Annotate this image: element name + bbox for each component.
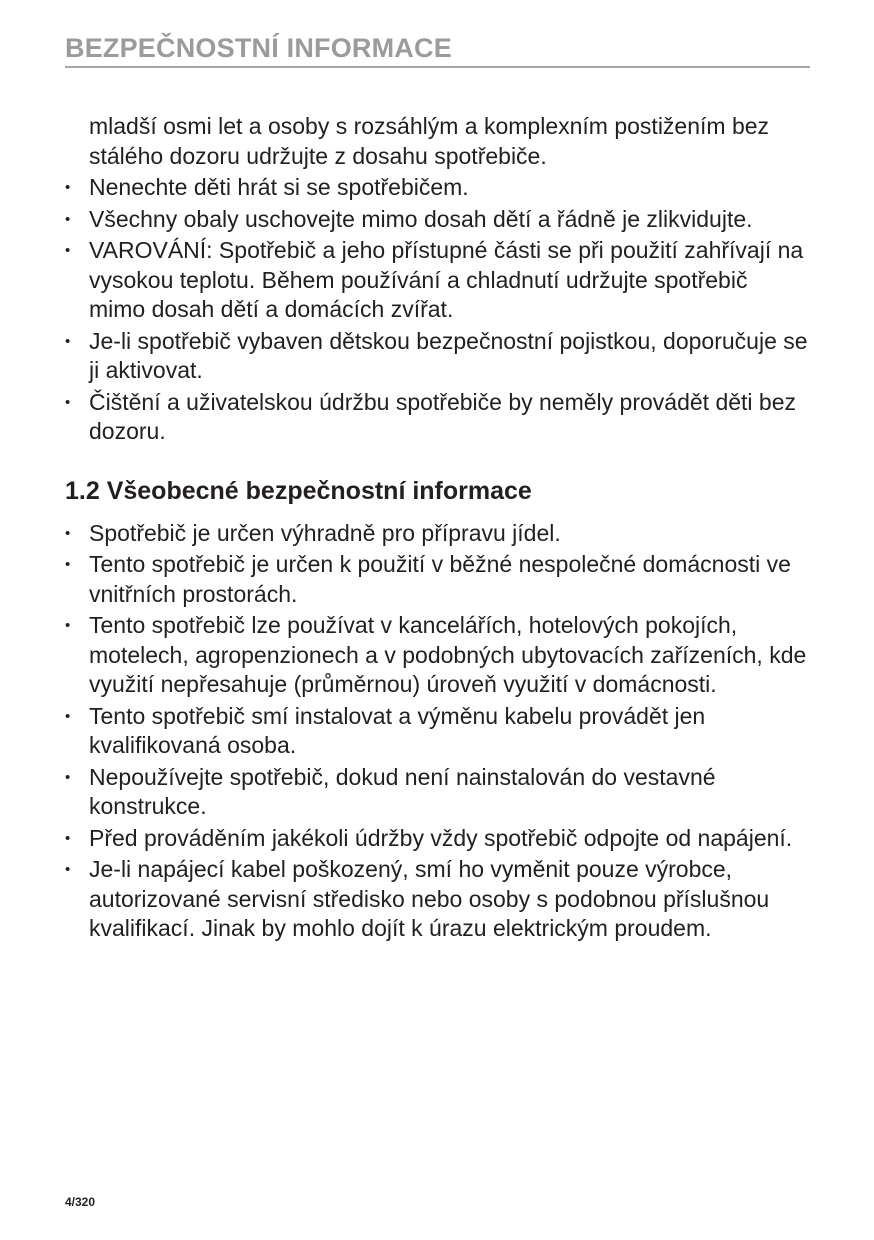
list-item: • Nepoužívejte spotřebič, dokud není nainstalován do vestavné konstrukce. — [65, 763, 810, 822]
list-item: • Tento spotřebič je určen k použití v běžné nespolečné domácnosti ve vnitřních prostorách. — [65, 550, 810, 609]
list-item: • Je-li napájecí kabel poškozený, smí ho vyměnit pouze výrobce, autorizované servisní středisko nebo osoby s podobnou příslušnou kvalifikací. Jinak by mohlo dojít k úrazu elektrickým proudem. — [65, 855, 810, 944]
list-item: • Tento spotřebič smí instalovat a výměnu kabelu provádět jen kvalifikovaná osoba. — [65, 702, 810, 761]
page-number: 4/320 — [65, 1195, 96, 1209]
header-divider — [65, 66, 810, 68]
list-item: • Tento spotřebič lze používat v kancelářích, hotelových pokojích, motelech, agropenzionech a v podobných ubytovacích zařízeních, kde využití nepřesahuje (průměrnou) úroveň využití v domácnosti. — [65, 611, 810, 700]
list-item: • Spotřebič je určen výhradně pro přípravu jídel. — [65, 519, 810, 549]
page-header-title: BEZPEČNOSTNÍ INFORMACE — [65, 33, 452, 63]
general-safety-list — [65, 519, 810, 944]
list-item: • Čištění a uživatelskou údržbu spotřebiče by neměly provádět děti bez dozoru. — [65, 388, 810, 447]
list-item: • Před prováděním jakékoli údržby vždy spotřebič odpojte od napájení. — [65, 824, 810, 854]
continuation-paragraph: mladší osmi let a osoby s rozsáhlým a komplexním postižením bez stálého dozoru udržujte z dosahu spotřebiče. — [89, 113, 770, 169]
list-item: • VAROVÁNÍ: Spotřebič a jeho přístupné části se při použití zahřívají na vysokou teplotu. Během používání a chladnutí udržujte spotřebič mimo dosah dětí a domácích zvířat. — [65, 236, 810, 325]
list-item: • Nenechte děti hrát si se spotřebičem. — [65, 173, 810, 203]
list-item: • Všechny obaly uschovejte mimo dosah dětí a řádně je zlikvidujte. — [65, 205, 810, 235]
section-heading: 1.2 Všeobecné bezpečnostní informace — [65, 476, 532, 505]
children-safety-list — [65, 173, 810, 447]
list-item: • Je-li spotřebič vybaven dětskou bezpečnostní pojistkou, doporučuje se ji aktivovat. — [65, 327, 810, 386]
page-content — [65, 112, 810, 946]
